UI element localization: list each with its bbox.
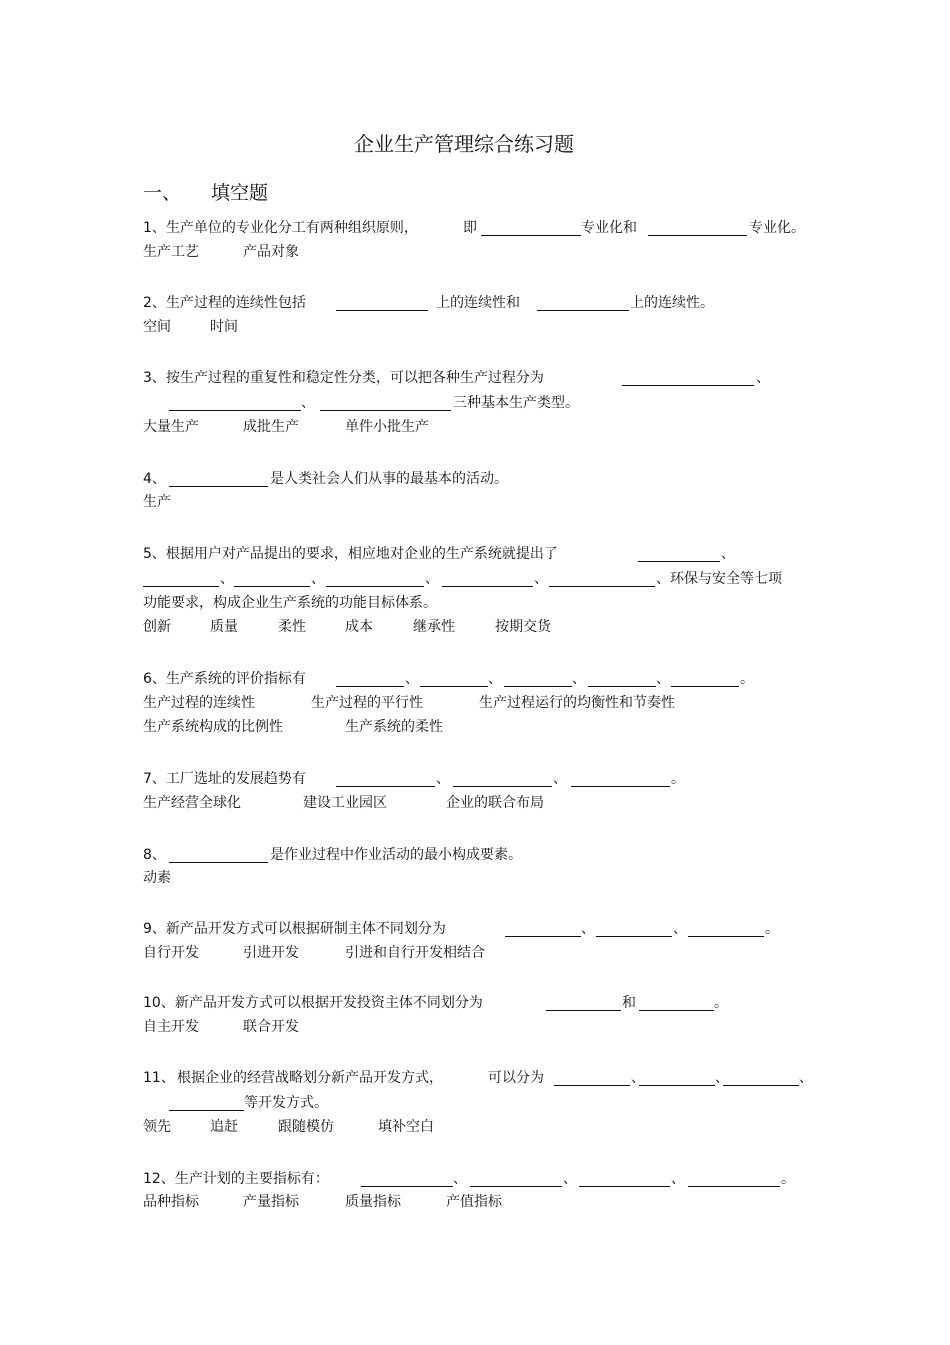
question-text: 3、按生产过程的重复性和稳定性分类，可以把各种生产过程分为 <box>143 370 544 386</box>
question-text: 等开发方式。 <box>244 1095 328 1111</box>
answer-text: 创新 <box>143 619 171 635</box>
answer-blank <box>169 862 268 863</box>
answer-text: 质量 <box>210 619 238 635</box>
answer-text: 产量指标 <box>243 1194 299 1210</box>
answer-blank <box>639 1010 714 1011</box>
answer-text: 时间 <box>210 319 238 335</box>
answer-blank <box>361 1186 453 1187</box>
answer-blank <box>320 410 451 411</box>
page-title: 企业生产管理综合练习题 <box>354 132 574 156</box>
question-text: 、 <box>553 771 567 787</box>
answer-blank <box>571 786 670 787</box>
question-text: 专业化和 <box>581 220 637 236</box>
answer-text: 生产工艺 <box>143 244 199 260</box>
answer-text: 生产系统的柔性 <box>345 719 443 735</box>
question-text: 、 <box>436 771 450 787</box>
answer-blank <box>326 586 424 587</box>
question-text: 、 <box>301 395 315 411</box>
answer-text: 引进开发 <box>243 945 299 961</box>
answer-blank <box>549 586 655 587</box>
question-text: 、 <box>721 546 735 562</box>
answer-text: 单件小批生产 <box>345 419 429 435</box>
answer-blank <box>420 686 488 687</box>
question-text: 、 <box>311 571 325 587</box>
answer-text: 自主开发 <box>143 1019 199 1035</box>
answer-blank <box>336 786 435 787</box>
answer-text: 空间 <box>143 319 171 335</box>
answer-text: 生产系统构成的比例性 <box>143 719 283 735</box>
question-text: 、 <box>405 671 419 687</box>
answer-blank <box>470 1186 562 1187</box>
question-text: 。 <box>671 771 685 787</box>
answer-blank <box>622 385 754 386</box>
question-text: 2、生产过程的连续性包括 <box>143 295 306 311</box>
answer-blank <box>579 1186 670 1187</box>
answer-text: 动素 <box>143 870 171 886</box>
answer-text: 领先 <box>143 1119 171 1135</box>
answer-text: 填补空白 <box>378 1119 434 1135</box>
answer-blank <box>442 586 533 587</box>
answer-blank <box>554 1085 630 1086</box>
answer-text: 自行开发 <box>143 945 199 961</box>
question-text: 、 <box>673 921 687 937</box>
question-text: 、 <box>453 1171 467 1187</box>
answer-blank <box>638 561 720 562</box>
answer-blank <box>336 686 404 687</box>
answer-blank <box>234 586 310 587</box>
question-text: 、 <box>572 671 586 687</box>
answer-text: 生产过程的平行性 <box>311 695 423 711</box>
question-text: 9、新产品开发方式可以根据研制主体不同划分为 <box>143 921 446 937</box>
answer-text: 成本 <box>345 619 373 635</box>
answer-blank <box>481 235 581 236</box>
question-text: 8、 <box>143 847 166 863</box>
answer-blank <box>588 686 656 687</box>
answer-blank <box>504 686 572 687</box>
answer-text: 追赶 <box>210 1119 238 1135</box>
answer-blank <box>546 1010 621 1011</box>
question-text: 是人类社会人们从事的最基本的活动。 <box>270 471 508 487</box>
question-text: 、 <box>671 1171 685 1187</box>
answer-blank <box>596 936 672 937</box>
answer-blank <box>453 786 552 787</box>
answer-text: 跟随模仿 <box>278 1119 334 1135</box>
answer-text: 企业的联合布局 <box>446 795 544 811</box>
question-text: 、 <box>220 571 234 587</box>
question-text: 、 <box>715 1070 729 1086</box>
question-text: 11、 <box>143 1070 175 1086</box>
question-text: 、 <box>488 671 502 687</box>
answer-blank <box>537 310 629 311</box>
answer-text: 建设工业园区 <box>303 795 387 811</box>
answer-text: 产品对象 <box>243 244 299 260</box>
answer-text: 生产过程运行的均衡性和节奏性 <box>479 695 675 711</box>
question-text: 是作业过程中作业活动的最小构成要素。 <box>270 847 522 863</box>
answer-text: 引进和自行开发相结合 <box>345 945 485 961</box>
question-text: 7、工厂选址的发展趋势有 <box>143 771 306 787</box>
answer-blank <box>648 235 747 236</box>
question-text: 。 <box>740 671 754 687</box>
question-text: 根据企业的经营战略划分新产品开发方式， <box>177 1070 443 1086</box>
answer-text: 柔性 <box>278 619 306 635</box>
question-text: 1、生产单位的专业化分工有两种组织原则， <box>143 220 418 236</box>
question-text: 即 <box>463 220 477 236</box>
answer-text: 生产过程的连续性 <box>143 695 255 711</box>
answer-text: 大量生产 <box>143 419 199 435</box>
question-text: 、 <box>534 571 548 587</box>
question-text: 专业化。 <box>749 220 805 236</box>
answer-text: 成批生产 <box>243 419 299 435</box>
question-text: 、 <box>756 370 770 386</box>
question-text: 、 <box>563 1171 577 1187</box>
answer-text: 质量指标 <box>345 1194 401 1210</box>
question-text: 和 <box>622 995 636 1011</box>
section-number: 一、 <box>143 182 182 204</box>
answer-blank <box>169 486 268 487</box>
answer-blank <box>169 410 301 411</box>
question-text: 12、生产计划的主要指标有： <box>143 1171 329 1187</box>
section-title: 填空题 <box>211 182 269 204</box>
answer-blank <box>671 686 739 687</box>
question-text: 5、根据用户对产品提出的要求，相应地对企业的生产系统就提出了 <box>143 546 558 562</box>
question-text: 功能要求，构成企业生产系统的功能目标体系。 <box>143 595 437 611</box>
answer-blank <box>505 936 581 937</box>
question-text: 、 <box>581 921 595 937</box>
question-text: 、 <box>631 1070 645 1086</box>
question-text: 、 <box>656 671 670 687</box>
answer-blank <box>336 310 428 311</box>
question-text: 6、生产系统的评价指标有 <box>143 671 306 687</box>
answer-text: 继承性 <box>413 619 455 635</box>
answer-text: 生产 <box>143 494 171 510</box>
answer-text: 按期交货 <box>495 619 551 635</box>
question-text: 、 <box>799 1070 813 1086</box>
question-text: 、 <box>425 571 439 587</box>
answer-text: 生产经营全球化 <box>143 795 241 811</box>
question-text: 。 <box>714 995 728 1011</box>
answer-text: 联合开发 <box>243 1019 299 1035</box>
question-text: 、环保与安全等七项 <box>656 571 782 587</box>
section-heading <box>143 178 268 205</box>
question-text: 上的连续性和 <box>436 295 520 311</box>
answer-blank <box>688 936 764 937</box>
answer-text: 产值指标 <box>446 1194 502 1210</box>
question-text: 上的连续性。 <box>630 295 714 311</box>
answer-blank <box>143 586 219 587</box>
answer-blank <box>169 1110 244 1111</box>
answer-blank <box>723 1085 799 1086</box>
question-text: 可以分为 <box>488 1070 544 1086</box>
question-text: 4、 <box>143 471 166 487</box>
question-text: 10、新产品开发方式可以根据开发投资主体不同划分为 <box>143 995 483 1011</box>
answer-blank <box>639 1085 715 1086</box>
answer-text: 品种指标 <box>143 1194 199 1210</box>
question-text: 。 <box>781 1171 795 1187</box>
question-text: 。 <box>765 921 779 937</box>
answer-blank <box>688 1186 780 1187</box>
question-text: 三种基本生产类型。 <box>453 395 579 411</box>
